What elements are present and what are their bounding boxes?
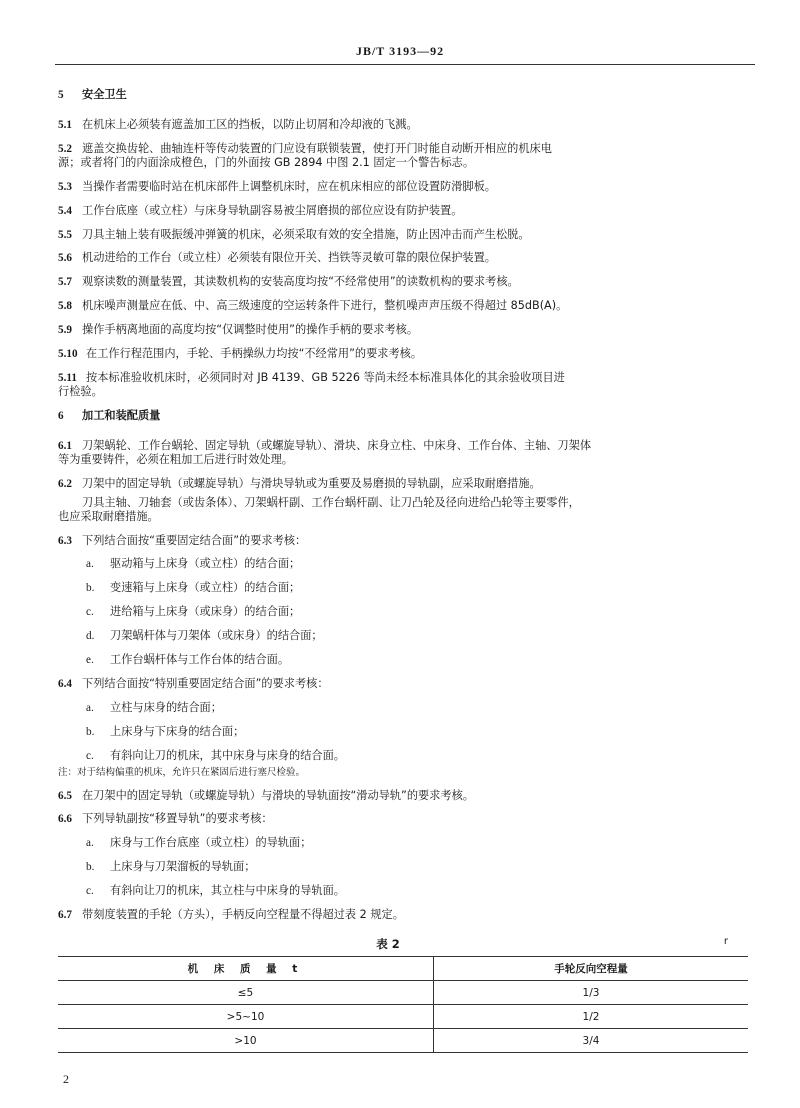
clause-text: 下列导轨副按“移置导轨”的要求考核： [82,812,273,826]
clause-text-cont: 刀具主轴、刀轴套（或齿条体）、刀架蜗杆副、工作台蜗杆副、让刀凸轮及径向进给凸轮等主要零件， [82,495,580,509]
clause-number: 6.7 [58,909,72,922]
clause-text: 在机床上必须装有遮盖加工区的挡板，以防止切屑和冷却液的飞溅。 [82,118,418,131]
list-item: b. 变速箱与上床身（或立柱）的结合面； [86,581,301,595]
clause-6-4 [58,677,748,691]
clause-5-11 [58,371,748,399]
clause-number: 5.2 [58,142,72,155]
list-item: e. 工作台蜗杆体与工作台体的结合面。 [86,653,290,667]
list-item: c. 有斜向让刀的机床，其立柱与中床身的导轨面。 [86,884,345,898]
mass-cell: >10 [58,1029,434,1053]
mass-cell: >5~10 [58,1005,434,1029]
clause-text: 下列结合面按“特别重要固定结合面”的要求考核： [82,676,329,690]
column-header-mass: 机 床 质 量 t [58,957,434,981]
list-item: a. 床身与工作台底座（或立柱）的导轨面； [86,836,312,850]
clause-5-1 [58,118,748,132]
clause-text-cont: 也应采取耐磨措施。 [58,509,159,523]
section-number: 5 [58,89,64,101]
clause-6-1 [58,439,748,467]
clause-text: 机动进给的工作台（或立柱）必须装有限位开关、挡铁等灵敏可靠的限位保护装置。 [82,251,496,265]
table-unit: r [723,936,728,947]
clause-text: 操作手柄离地面的高度均按“仅调整时使用”的操作手柄的要求考核。 [82,323,419,337]
table-row [58,1029,748,1053]
clause-number: 5.3 [58,180,72,193]
list-item: a. 立柱与床身的结合面； [86,700,222,714]
table-row [58,1005,748,1029]
clause-number: 6.1 [58,439,72,452]
clause-number: 6.4 [58,677,72,690]
clause-text-cont: 行检验。 [58,384,103,398]
standard-number-header: JB/T 3193—92 [355,44,445,58]
list-item: b. 上床身与下床身的结合面； [86,724,245,738]
backlash-table [58,956,748,1053]
clause-number: 5.6 [58,252,72,265]
table-row [58,981,748,1005]
backlash-cell: 1/2 [434,1005,749,1029]
clause-number: 5.11 [58,371,77,384]
clause-6-7 [58,908,748,922]
clause-text: 刀具主轴上装有吸振缓冲弹簧的机床，必须采取有效的安全措施，防止因冲击而产生松脱。 [82,227,530,241]
clause-text: 下列结合面按“重要固定结合面”的要求考核： [82,533,307,547]
clause-number: 5.4 [58,204,72,217]
list-item: b. 上床身与刀架溜板的导轨面； [86,860,256,874]
clause-text: 观察读数的测量装置，其读数机构的安装高度均按“不经常使用”的读数机构的要求考核。 [82,275,519,289]
clause-text: 遮盖交换齿轮、曲轴连杆等传动装置的门应设有联锁装置，使打开门时能自动断开相应的机床电 [82,141,552,155]
clause-text: 工作台底座（或立柱）与床身导轨副容易被尘屑磨损的部位应设有防护装置。 [82,203,463,217]
clause-text: 带刻度装置的手轮（方头），手柄反向空程量不得超过表 2 规定。 [82,908,404,922]
table-caption-row [58,936,748,952]
clause-6-3 [58,534,748,548]
table-title: 表 2 [376,937,400,951]
clause-5-6 [58,251,748,265]
section-title: 加工和装配质量 [82,408,161,422]
clause-text: 刀架蜗轮、工作台蜗轮、固定导轨（或螺旋导轨）、滑块、床身立柱、中床身、工作台体、主轴、刀架体 [82,438,592,452]
backlash-cell: 1/3 [434,981,749,1005]
note: 注：对于结构偏重的机床，允许只在紧固后进行塞尺检验。 [58,766,306,778]
clause-number: 5.1 [58,119,72,131]
clause-text: 按本标准验收机床时，必须同时对 JB 4139、GB 5226 等尚未经本标准具体化的其余验收项目进 [86,370,565,384]
clause-5-7 [58,275,748,289]
clause-text: 机床噪声测量应在低、中、高三级速度的空运转条件下进行，整机噪声声压级不得超过 85dB(A)。 [82,299,568,313]
section-title: 安全卫生 [82,88,127,101]
clause-6-2 [58,477,748,524]
clause-number: 6.2 [58,477,72,490]
section-heading-5 [58,88,748,102]
clause-5-5 [58,228,748,242]
list-item: c. 有斜向让刀的机床，其中床身与床身的结合面。 [86,748,345,762]
section-number: 6 [58,409,64,422]
clause-number: 6.6 [58,813,72,826]
clause-number: 5.10 [58,348,78,361]
clause-text-cont: 等为重要铸件，必须在粗加工后进行时效处理。 [58,452,293,466]
column-header-backlash: 手轮反向空程量 [434,957,749,981]
clause-6-5 [58,789,748,803]
clause-5-9 [58,323,748,337]
clause-text: 当操作者需要临时站在机床部件上调整机床时，应在机床相应的部位设置防滑脚板。 [82,179,496,193]
mass-cell: ≤5 [58,981,434,1005]
table-header-row [58,957,748,981]
clause-text-cont: 源；或者将门的内面涂成橙色，门的外面按 GB 2894 中图 2.1 固定一个警告标志。 [58,155,475,169]
document-body [58,88,748,932]
page-number: 2 [63,1072,69,1086]
clause-5-4 [58,204,748,218]
clause-5-3 [58,180,748,194]
clause-number: 5.7 [58,276,72,289]
clause-number: 6.3 [58,534,72,547]
clause-number: 5.5 [58,228,72,241]
section-heading-6 [58,409,748,423]
list-item: d. 刀架蜗杆体与刀架体（或床身）的结合面； [86,629,323,643]
clause-number: 5.8 [58,300,72,313]
clause-5-8 [58,299,748,313]
clause-text: 刀架中的固定导轨（或螺旋导轨）与滑块导轨或为重要及易磨损的导轨副，应采取耐磨措施。 [82,476,541,490]
clause-number: 6.5 [58,789,72,802]
list-item: a. 驱动箱与上床身（或立柱）的结合面； [86,557,301,571]
header-rule [55,64,755,65]
clause-number: 5.9 [58,324,72,337]
clause-5-2 [58,142,748,170]
clause-6-6 [58,812,748,826]
clause-text: 在刀架中的固定导轨（或螺旋导轨）与滑块的导轨面按“滑动导轨”的要求考核。 [82,788,474,802]
list-item: c. 进给箱与上床身（或床身）的结合面； [86,605,301,619]
clause-text: 在工作行程范围内，手轮、手柄操纵力均按“不经常用”的要求考核。 [86,347,423,361]
clause-5-10 [58,347,748,361]
backlash-cell: 3/4 [434,1029,749,1053]
